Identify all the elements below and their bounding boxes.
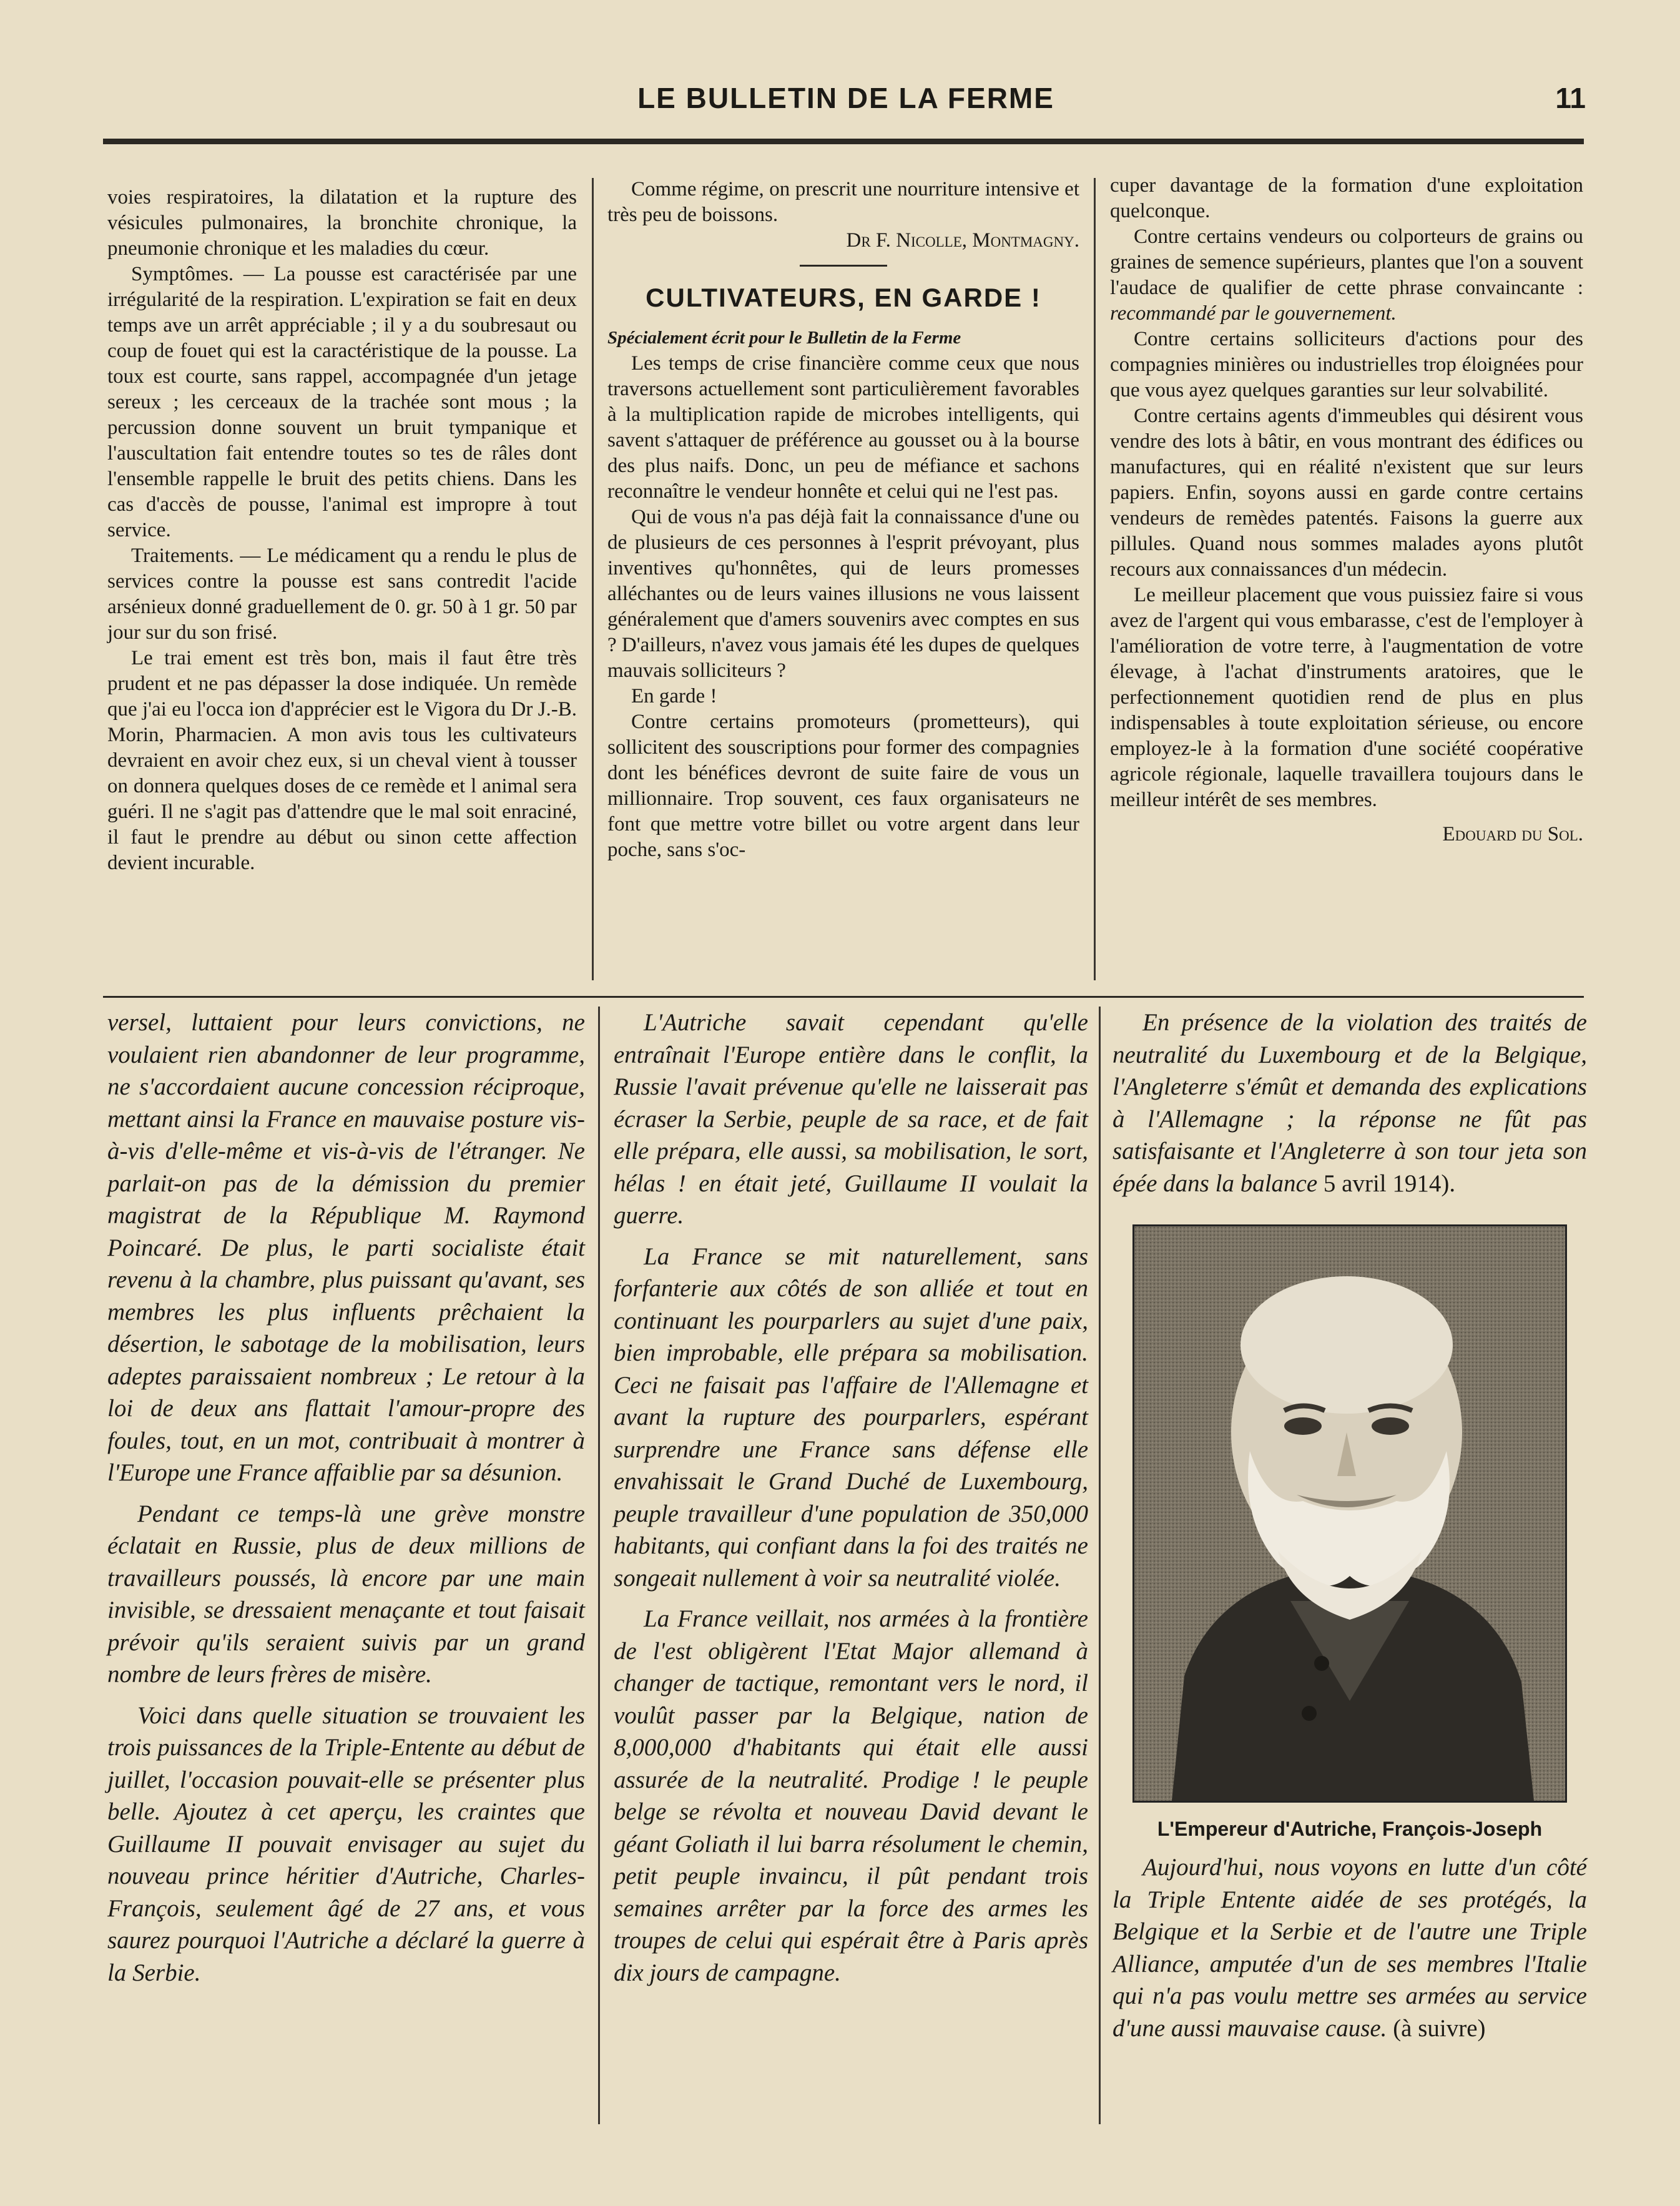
paragraph	[1113, 1851, 1587, 2044]
paragraph: Symptômes. — La pousse est caractérisée par une irrégularité de la respiration. L'expiration se fait en deux temps ave un arrêt appréciable ; il y a du soubresaut ou coup de fouet qui est la caractéristique de la pousse. La toux est courte, sans rappel, accompagnée d'un jetage sereux ; les cerceaux de la trachée sont mous ; la percussion donne souvent un bruit tympanique et l'auscultation fait entendre toutes so tes de râles dont l'ensemble rappelle le bruit des petits chiens. Dans les cas d'accès de pousse, l'animal est impropre à tout service.	[107, 263, 577, 541]
paragraph: Pendant ce temps-là une grève monstre éclatait en Russie, plus de deux millions de travailleurs poussés, là encore par une main invisible, se dressaient menaçante et tout faisait prévoir qu'ils seraient suivis par un grand nombre de leurs frères de misère.	[107, 1500, 585, 1688]
paragraph: Traitements. — Le médicament qu a rendu le plus de services contre la pousse est sans contredit l'acide arsénieux donné graduellement de 0. gr. 50 à 1 gr. 50 par jour sur du son frisé.	[107, 544, 577, 644]
quoted-phrase: recommandé par le gouvernement.	[1110, 302, 1397, 325]
article-title: CULTIVATEURS, EN GARDE !	[646, 283, 1041, 312]
paragraph: Voici dans quelle situation se trouvaient les trois puissances de la Triple-Entente au début de juillet, l'occasion pouvait-elle se présenter plus belle. Ajoutez à cet aperçu, les craintes que Guillaume II pouvait envisager au sujet du nouveau prince héritier d'Autriche, Charles-François, seulement âgé de 27 ans, et vous saurez pourquoi l'Autriche a déclaré la guerre à la Serbie.	[107, 1701, 585, 1986]
paragraph-text: Aujourd'hui, nous voyons en lutte d'un côté la Triple Entente aidée de ses protégés, la Belgique et la Serbie et de l'autre une Triple Alliance, amputée d'un de ses membres l'Italie qui n'a pas voulu mettre ses armées au service d'une aussi mauvaise cause.	[1113, 1854, 1587, 2042]
top-column-2	[607, 177, 1079, 863]
portrait-caption: L'Empereur d'Autriche, François-Joseph	[1157, 1818, 1543, 1840]
date-text: 5 avril 1914).	[1323, 1169, 1456, 1197]
paragraph: Contre certains promoteurs (prometteurs), qui sollicitent des souscriptions pour former des compagnies dont les bénéfices devront de suite faire de vous un millionnaire. Trop souvent, ces faux organisateurs ne font que mettre votre billet ou votre argent dans leur poche, sans s'oc-	[607, 711, 1079, 861]
author-signature: Dr F. Nicolle, Montmagny.	[846, 229, 1079, 252]
paragraph	[1113, 1007, 1587, 1199]
paragraph-text: En présence de la violation des traités de neutralité du Luxembourg et de la Belgique, l'Angleterre s'émût et demanda des explications à l'Allemagne ; la réponse ne fût pas satisfaisante et l'Angleterre à son tour jeta son épée dans la balance	[1113, 1009, 1587, 1197]
bottom-column-1	[107, 1007, 585, 1989]
author-signature: Edouard du Sol.	[1442, 823, 1583, 845]
column-divider	[1099, 1007, 1101, 2124]
header-rule	[103, 139, 1584, 144]
paragraph: Comme régime, on prescrit une nourriture intensive et très peu de boissons.	[607, 178, 1079, 226]
paragraph: voies respiratoires, la dilatation et la rupture des vésicules pulmonaires, la bronchite chronique, la pneumonie chronique et les maladies du cœur.	[107, 186, 577, 260]
paragraph: Le trai ement est très bon, mais il faut être très prudent et ne pas dépasser la dose indiquée. Un remède que j'ai eu l'occa ion d'apprécier est le Vigora du Dr J.-B. Morin, Pharmacien. A mon avis tous les cultivateurs devraient en avoir chez eux, si un cheval vient à tousser on donnera quelques doses de ce remède et l animal sera guéri. Il ne s'agit pas d'attendre que le mal soit enraciné, il faut le prendre au début ou sinon cette affection devient incurable.	[107, 647, 577, 874]
running-head	[106, 81, 1586, 125]
column-divider	[592, 178, 594, 980]
journal-title: LE BULLETIN DE LA FERME	[637, 82, 1054, 114]
column-divider	[598, 1007, 600, 2124]
top-column-1	[107, 185, 577, 876]
bottom-column-3	[1113, 1007, 1587, 2044]
paragraph: L'Autriche savait cependant qu'elle entraînait l'Europe entière dans le conflit, la Russie l'avait prévenue qu'elle ne laisserait pas écraser la Serbie, peuple de sa race, et de fait elle prépara, elle aussi, sa mobilisation, le sort, hélas ! en était jeté, Guillaume II voulait la guerre.	[614, 1009, 1088, 1229]
portrait-photo	[1132, 1224, 1567, 1803]
column-divider	[1094, 178, 1096, 980]
section-rule	[103, 996, 1584, 998]
portrait-illustration	[1134, 1226, 1565, 1801]
paragraph-text: Contre certains vendeurs ou colporteurs de grains ou graines de semence supérieurs, plantes que l'on a souvent l'audace de qualifier de cette phrase convaincante :	[1110, 225, 1583, 299]
paragraph	[1110, 224, 1583, 327]
paragraph: cuper davantage de la formation d'une exploitation quelconque.	[1110, 174, 1583, 222]
paragraph: versel, luttaient pour leurs convictions, ne voulaient rien abandonner de leur programme, ne s'accordaient aucune concession réciproque, mettant ainsi la France en mauvaise posture vis-à-vis d'elle-même et vis-à-vis de l'étranger. Ne parlait-on pas de la démission du premier magistrat de la République M. Raymond Poincaré. De plus, le parti socialiste était revenu à la chambre, plus puissant qu'avant, ses membres les plus influents prêchaient la désertion, le sabotage de la mobilisation, leurs adeptes paraissaient nombreux ; Le retour à la loi de deux ans flattait l'amour-propre des foules, tout, en un mot, contribuait à montrer à l'Europe une France affaiblie par sa désunion.	[107, 1009, 585, 1486]
paragraph: Contre certains solliciteurs d'actions pour des compagnies minières ou industrielles trop éloignées pour que vous ayez quelques garanties sur leur solvabilité.	[1110, 328, 1583, 401]
paragraph: Le meilleur placement que vous puissiez faire si vous avez de l'argent qui vous embarasse, c'est de l'employer à l'amélioration de votre terre, à l'augmentation de votre élevage, à l'achat d'instruments aratoires, que le perfectionnement quotidien rend de plus en plus indispensables à toute exploitation sérieuse, ou encore employez-le à la formation d'une société coopérative agricole régionale, laquelle travaillera toujours dans le meilleur intérêt de ses membres.	[1110, 584, 1583, 811]
paragraph: Contre certains agents d'immeubles qui désirent vous vendre des lots à bâtir, en vous montrant des édifices ou manufactures, qui en réalité n'existent que sur leurs papiers. Enfin, soyons aussi en garde contre certains vendeurs de remèdes patentés. Faisons la guerre aux pillules. Quand nous sommes malades ayons plutôt recours aux connaissances d'un médecin.	[1110, 405, 1583, 581]
bottom-column-2	[614, 1007, 1088, 1989]
paragraph: En garde !	[631, 685, 717, 707]
paragraph: La France se mit naturellement, sans forfanterie aux côtés de son alliée et tout en continuant les pourparlers au sujet d'une paix, bien improbable, elle prépara sa mobilisation. Ceci ne faisait pas l'affaire de l'Allemagne et avant la rupture des pourparlers, espérant surprendre une France sans défense elle envahissait le Grand Duché de Luxembourg, peuple travailleur d'une population de 350,000 habitants, qui confiant dans la foi des traités ne songeait nullement à voir sa neutralité violée.	[614, 1243, 1088, 1592]
page-number: 11	[1555, 82, 1586, 114]
continuation-note: (à suivre)	[1393, 2014, 1486, 2042]
paragraph: Les temps de crise financière comme ceux que nous traversons actuellement sont particulièrement favorables à la multiplication rapide de microbes intelligents, qui savent s'attaquer de préférence au gousset ou à la bourse des plus naifs. Donc, un peu de méfiance et sachons reconnaître le vendeur honnête et celui qui ne l'est pas.	[607, 352, 1079, 503]
separator-rule	[800, 265, 887, 267]
top-column-3	[1110, 173, 1583, 847]
paragraph: Qui de vous n'a pas déjà fait la connaissance d'une ou de plusieurs de ces personnes à l'esprit prévoyant, plus inventives qu'honnêtes, qui de leurs promesses alléchantes ou de leurs vaines illusions ne vous laissent généralement que d'amers souvenirs avec comptes en sus ? D'ailleurs, n'avez vous jamais été les dupes de quelques mauvais solliciteurs ?	[607, 506, 1079, 682]
article-byline: Spécialement écrit pour le Bulletin de la Ferme	[607, 328, 961, 348]
paragraph: La France veillait, nos armées à la frontière de l'est obligèrent l'Etat Major allemand à changer de tactique, remontant vers le nord, il voulût passer par la Belgique, nation de 8,000,000 d'habitants qui était elle aussi assurée de la neutralité. Prodige ! le peuple belge se révolta et nouveau David devant le géant Goliath il lui barra résolument le chemin, petit peuple invaincu, il pût pendant trois semaines arrêter par la force des armes les troupes de celui qui espérait être à Paris après dix jours de campagne.	[614, 1605, 1088, 1986]
